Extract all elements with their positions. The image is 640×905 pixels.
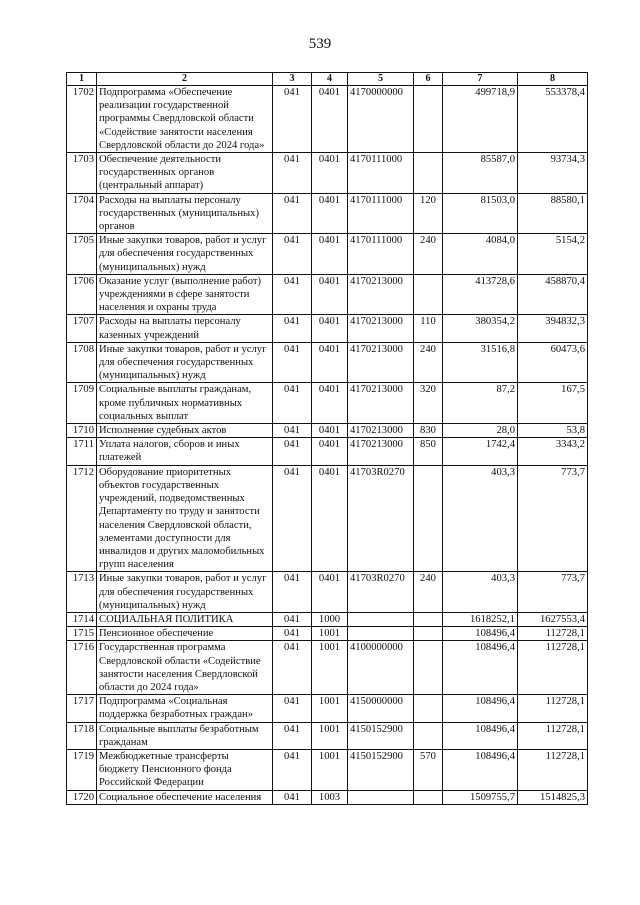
ministry-code: 041	[273, 153, 312, 194]
expense-type-code	[414, 153, 443, 194]
amount-year-1: 85587,0	[443, 153, 518, 194]
amount-year-1: 499718,9	[443, 86, 518, 153]
amount-year-1: 108496,4	[443, 749, 518, 790]
section-code: 0401	[312, 572, 348, 613]
target-article-code: 4170111000	[348, 153, 414, 194]
table-row	[67, 641, 588, 695]
table-row	[67, 465, 588, 572]
section-code: 0401	[312, 234, 348, 275]
row-description: Подпрограмма «Обеспечение реализации государственной программы Свердловской области «Содействие занятости населения Свердловской области до 2024 года»	[97, 86, 273, 153]
target-article-code: 4170213000	[348, 342, 414, 383]
amount-year-1: 28,0	[443, 424, 518, 438]
table-body	[67, 86, 588, 805]
table-row	[67, 424, 588, 438]
row-number: 1705	[67, 234, 97, 275]
row-number: 1709	[67, 383, 97, 424]
section-code: 0401	[312, 383, 348, 424]
row-description: Оборудование приоритетных объектов государственных учреждений, подведомственных Департаменту по труду и занятости населения Свердловской области, элементами доступности для инвалидов и других маломобильных групп населения	[97, 465, 273, 572]
ministry-code: 041	[273, 612, 312, 626]
amount-year-2: 53,8	[518, 424, 588, 438]
column-header: 1	[67, 73, 97, 86]
amount-year-2: 112728,1	[518, 627, 588, 641]
expense-type-code	[414, 612, 443, 626]
table-row	[67, 627, 588, 641]
section-code: 1003	[312, 790, 348, 804]
section-code: 1001	[312, 749, 348, 790]
target-article-code: 4170213000	[348, 424, 414, 438]
header-row	[67, 73, 588, 86]
expense-type-code: 240	[414, 342, 443, 383]
amount-year-2: 5154,2	[518, 234, 588, 275]
expense-type-code	[414, 790, 443, 804]
amount-year-2: 394832,3	[518, 315, 588, 342]
expense-type-code: 240	[414, 234, 443, 275]
row-number: 1720	[67, 790, 97, 804]
target-article-code: 4100000000	[348, 641, 414, 695]
table-row	[67, 153, 588, 194]
amount-year-1: 81503,0	[443, 193, 518, 234]
amount-year-2: 553378,4	[518, 86, 588, 153]
amount-year-1: 1742,4	[443, 438, 518, 465]
column-header: 8	[518, 73, 588, 86]
target-article-code	[348, 627, 414, 641]
ministry-code: 041	[273, 234, 312, 275]
section-code: 0401	[312, 153, 348, 194]
amount-year-1: 108496,4	[443, 641, 518, 695]
amount-year-2: 112728,1	[518, 641, 588, 695]
expense-type-code	[414, 465, 443, 572]
table-row	[67, 86, 588, 153]
row-description: Подпрограмма «Социальная поддержка безработных граждан»	[97, 695, 273, 722]
row-description: Иные закупки товаров, работ и услуг для обеспечения государственных (муниципальных) нужд	[97, 234, 273, 275]
row-number: 1719	[67, 749, 97, 790]
section-code: 1000	[312, 612, 348, 626]
row-description: Межбюджетные трансферты бюджету Пенсионного фонда Российской Федерации	[97, 749, 273, 790]
row-number: 1714	[67, 612, 97, 626]
amount-year-1: 4084,0	[443, 234, 518, 275]
ministry-code: 041	[273, 315, 312, 342]
section-code: 0401	[312, 86, 348, 153]
amount-year-2: 1627553,4	[518, 612, 588, 626]
amount-year-2: 60473,6	[518, 342, 588, 383]
expense-type-code: 570	[414, 749, 443, 790]
column-header: 6	[414, 73, 443, 86]
target-article-code: 4170111000	[348, 193, 414, 234]
section-code: 0401	[312, 424, 348, 438]
ministry-code: 041	[273, 790, 312, 804]
table-row	[67, 193, 588, 234]
amount-year-1: 87,2	[443, 383, 518, 424]
table-row	[67, 749, 588, 790]
table-row	[67, 722, 588, 749]
target-article-code: 4170213000	[348, 315, 414, 342]
section-code: 0401	[312, 315, 348, 342]
amount-year-2: 458870,4	[518, 274, 588, 315]
expense-type-code	[414, 86, 443, 153]
column-header: 2	[97, 73, 273, 86]
ministry-code: 041	[273, 695, 312, 722]
expense-type-code	[414, 274, 443, 315]
row-number: 1704	[67, 193, 97, 234]
target-article-code: 4170111000	[348, 234, 414, 275]
row-description: Социальные выплаты гражданам, кроме публичных нормативных социальных выплат	[97, 383, 273, 424]
table-row	[67, 790, 588, 804]
amount-year-1: 108496,4	[443, 695, 518, 722]
row-description: Оказание услуг (выполнение работ) учреждениями в сфере занятости населения и охраны труда	[97, 274, 273, 315]
target-article-code: 4170000000	[348, 86, 414, 153]
ministry-code: 041	[273, 438, 312, 465]
section-code: 1001	[312, 627, 348, 641]
amount-year-2: 112728,1	[518, 749, 588, 790]
table-row	[67, 274, 588, 315]
target-article-code: 4150152900	[348, 749, 414, 790]
amount-year-2: 773,7	[518, 572, 588, 613]
ministry-code: 041	[273, 274, 312, 315]
row-description: Социальное обеспечение населения	[97, 790, 273, 804]
target-article-code	[348, 790, 414, 804]
row-description: Пенсионное обеспечение	[97, 627, 273, 641]
target-article-code: 4170213000	[348, 274, 414, 315]
ministry-code: 041	[273, 465, 312, 572]
row-number: 1712	[67, 465, 97, 572]
amount-year-2: 773,7	[518, 465, 588, 572]
target-article-code: 4150152900	[348, 722, 414, 749]
amount-year-1: 403,3	[443, 465, 518, 572]
row-description: Расходы на выплаты персоналу государственных (муниципальных) органов	[97, 193, 273, 234]
amount-year-1: 1509755,7	[443, 790, 518, 804]
amount-year-1: 413728,6	[443, 274, 518, 315]
amount-year-2: 167,5	[518, 383, 588, 424]
amount-year-1: 1618252,1	[443, 612, 518, 626]
budget-table	[66, 72, 588, 805]
amount-year-1: 31516,8	[443, 342, 518, 383]
ministry-code: 041	[273, 424, 312, 438]
amount-year-2: 93734,3	[518, 153, 588, 194]
row-number: 1703	[67, 153, 97, 194]
row-number: 1710	[67, 424, 97, 438]
amount-year-1: 108496,4	[443, 722, 518, 749]
section-code: 1001	[312, 722, 348, 749]
row-number: 1717	[67, 695, 97, 722]
page-number: 539	[308, 36, 332, 52]
table-row	[67, 383, 588, 424]
target-article-code: 4150000000	[348, 695, 414, 722]
ministry-code: 041	[273, 722, 312, 749]
column-header: 7	[443, 73, 518, 86]
row-description: Уплата налогов, сборов и иных платежей	[97, 438, 273, 465]
section-code: 1001	[312, 641, 348, 695]
expense-type-code	[414, 695, 443, 722]
table-row	[67, 438, 588, 465]
amount-year-1: 403,3	[443, 572, 518, 613]
row-description: Расходы на выплаты персоналу казенных учреждений	[97, 315, 273, 342]
ministry-code: 041	[273, 383, 312, 424]
column-header: 3	[273, 73, 312, 86]
row-number: 1706	[67, 274, 97, 315]
column-header: 5	[348, 73, 414, 86]
expense-type-code	[414, 627, 443, 641]
row-description: Исполнение судебных актов	[97, 424, 273, 438]
row-number: 1718	[67, 722, 97, 749]
row-number: 1707	[67, 315, 97, 342]
row-number: 1702	[67, 86, 97, 153]
row-description: СОЦИАЛЬНАЯ ПОЛИТИКА	[97, 612, 273, 626]
expense-type-code: 830	[414, 424, 443, 438]
ministry-code: 041	[273, 572, 312, 613]
column-header: 4	[312, 73, 348, 86]
row-number: 1708	[67, 342, 97, 383]
table-row	[67, 315, 588, 342]
ministry-code: 041	[273, 627, 312, 641]
row-description: Государственная программа Свердловской области «Содействие занятости населения Свердловской области до 2024 года»	[97, 641, 273, 695]
ministry-code: 041	[273, 641, 312, 695]
amount-year-2: 3343,2	[518, 438, 588, 465]
row-number: 1716	[67, 641, 97, 695]
amount-year-2: 112728,1	[518, 722, 588, 749]
expense-type-code: 110	[414, 315, 443, 342]
target-article-code: 41703R0270	[348, 465, 414, 572]
expense-type-code: 120	[414, 193, 443, 234]
table-row	[67, 342, 588, 383]
row-description: Иные закупки товаров, работ и услуг для обеспечения государственных (муниципальных) нужд	[97, 572, 273, 613]
expense-type-code	[414, 722, 443, 749]
table-row	[67, 612, 588, 626]
amount-year-2: 112728,1	[518, 695, 588, 722]
ministry-code: 041	[273, 86, 312, 153]
expense-type-code: 240	[414, 572, 443, 613]
section-code: 0401	[312, 438, 348, 465]
amount-year-1: 108496,4	[443, 627, 518, 641]
ministry-code: 041	[273, 193, 312, 234]
ministry-code: 041	[273, 342, 312, 383]
section-code: 0401	[312, 274, 348, 315]
ministry-code: 041	[273, 749, 312, 790]
section-code: 0401	[312, 193, 348, 234]
row-number: 1711	[67, 438, 97, 465]
expense-type-code	[414, 641, 443, 695]
amount-year-2: 88580,1	[518, 193, 588, 234]
row-number: 1715	[67, 627, 97, 641]
section-code: 0401	[312, 342, 348, 383]
row-description: Социальные выплаты безработным гражданам	[97, 722, 273, 749]
section-code: 1001	[312, 695, 348, 722]
amount-year-1: 380354,2	[443, 315, 518, 342]
expense-type-code: 850	[414, 438, 443, 465]
target-article-code: 4170213000	[348, 438, 414, 465]
target-article-code	[348, 612, 414, 626]
expense-type-code: 320	[414, 383, 443, 424]
table-row	[67, 695, 588, 722]
amount-year-2: 1514825,3	[518, 790, 588, 804]
table-row	[67, 234, 588, 275]
target-article-code: 41703R0270	[348, 572, 414, 613]
row-number: 1713	[67, 572, 97, 613]
table-row	[67, 572, 588, 613]
row-description: Обеспечение деятельности государственных органов (центральный аппарат)	[97, 153, 273, 194]
row-description: Иные закупки товаров, работ и услуг для обеспечения государственных (муниципальных) нужд	[97, 342, 273, 383]
target-article-code: 4170213000	[348, 383, 414, 424]
section-code: 0401	[312, 465, 348, 572]
